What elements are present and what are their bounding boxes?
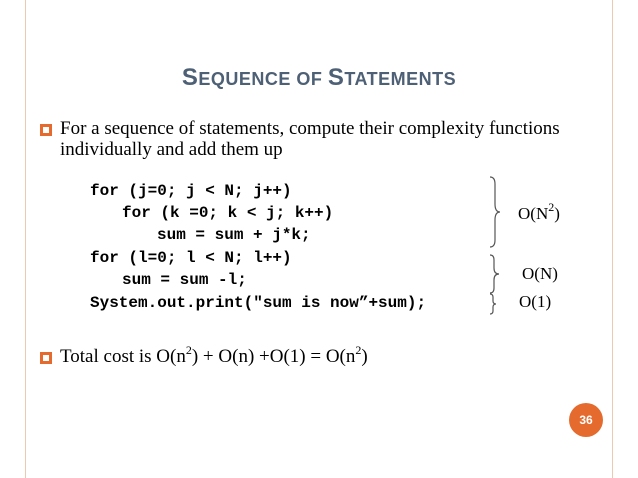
complexity-label-on: O(N) [522,264,558,283]
code-line: sum = sum + j*k; [157,226,311,244]
complexity-label-o1: O(1) [519,292,552,311]
code-line: for (j=0; j < N; j++) [90,182,292,200]
code-line: for (l=0; l < N; l++) [90,249,292,267]
bullet-icon [40,352,52,364]
brace-inner-loop [488,254,502,294]
code-line: sum = sum -l; [122,271,247,289]
bullet-icon [40,124,52,136]
brace-print [489,293,497,315]
complexity-label-on2: $O(N^2)$ [518,200,560,223]
bullet-text-total-cost: Total cost is $O(n^2) + O(n) +O(1) = O(n^2)$ [60,342,368,367]
code-line: System.out.print("sum is now”+sum); [90,294,427,312]
code-line: for (k =0; k < j; k++) [122,204,334,222]
bullet-text-sequence: For a sequence of statements, compute their complexity functions individually and add them up [60,118,560,160]
slide-title: SEQUENCE OF STATEMENTS [181,64,457,91]
page-number-badge: 36 [569,403,603,437]
brace-outer-loop [488,176,502,248]
